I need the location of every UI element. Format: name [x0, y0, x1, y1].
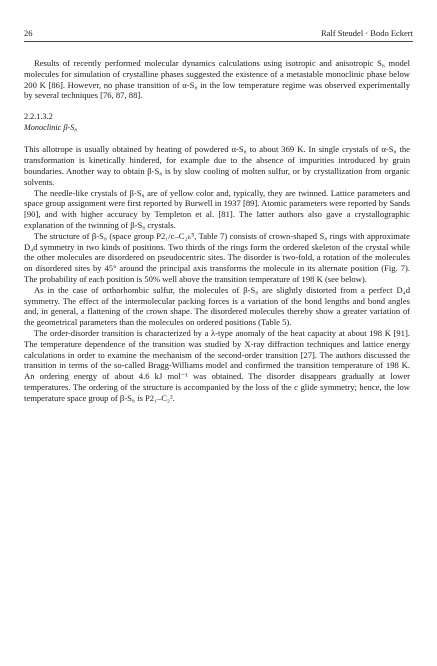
section-heading — [24, 112, 410, 133]
running-header-authors: Ralf Steudel · Bodo Eckert — [320, 28, 413, 38]
paragraph: The needle-like crystals of β-S₈ are of yellow color and, typically, they are twinned. Lattice parameters and space group assignment were first reported by Burwell in 1937 [89]. Atomic parameters were reported by Sands [90], and with higher accuracy by Templeton et al. [81]. The latter authors also gave a crystallographic explanation of the twinning of β-S₈ crystals. — [24, 187, 410, 230]
paragraph: This allotrope is usually obtained by heating of powdered α-S₈ to about 369 K. In single crystals of α-S₈ the transformation is kinetically hindered, for example due to the absence of impurities introduced by grain boundaries. Another way to obtain β-S₈ is by slow cooling of molten sulfur, or by crystallization from organic solvents. — [24, 144, 410, 187]
section-number: 2.2.1.3.2 — [24, 112, 53, 122]
paragraph: The order-disorder transition is characterized by a λ-type anomaly of the heat capacity at about 198 K [91]. The temperature dependence of the transition was studied by X-ray diffraction techniques and lattice energy calculations in order to examine the mechanism of the second-order transition [27]. The authors discussed the transition in terms of the so-called Bragg-Williams model and confirmed the transition temperature of 198 K. An ordering energy of about 4.6 kJ mol⁻¹ was obtained. The disorder disappears gradually at lower temperatures. The ordering of the structure is accompanied by the loss of the c glide symmetry; hence, the low temperature space group of β-S₈ is P2₁–C₂². — [24, 327, 410, 403]
section-title: Monoclinic β-S₈ — [24, 122, 78, 132]
body-text — [24, 58, 410, 404]
page-number: 26 — [24, 28, 33, 38]
running-header — [24, 28, 413, 38]
intro-paragraph: Results of recently performed molecular dynamics calculations using isotropic and anisotropic S₈ model molecules for simulation of crystalline phases suggested the existence of a metastable monoclinic phase below 200 K [86]. However, no phase transition of α-S₈ in the low temperature regime was observed experimentally by several techniques [76, 87, 88]. — [24, 58, 410, 101]
header-rule — [24, 41, 413, 42]
paragraph: The structure of β-S₈ (space group P2₁/c–C₂ₕ⁵, Table 7) consists of crown-shaped S₈ rings with approximate D₄d symmetry in two kinds of positions. Two thirds of the rings form the ordered skeleton of the crystal while the other molecules are disordered on pseudocentric sites. The disorder is two-fold, a rotation of the molecules on disordered sites by 45° around the principal axis transforms the molecule in its alternate position (Fig. 7). The probability of each position is 50% well above the transition temperature of 198 K (see below). — [24, 230, 410, 284]
paragraph: As in the case of orthorhombic sulfur, the molecules of β-S₈ are slightly distorted from a perfect D₄d symmetry. The effect of the intermolecular packing forces is a variation of the bond lengths and bond angles and, in general, a flattening of the crown shape. The disordered molecules thereby show a greater variation of the geometrical parameters than the molecules on ordered positions (Table 5). — [24, 284, 410, 328]
